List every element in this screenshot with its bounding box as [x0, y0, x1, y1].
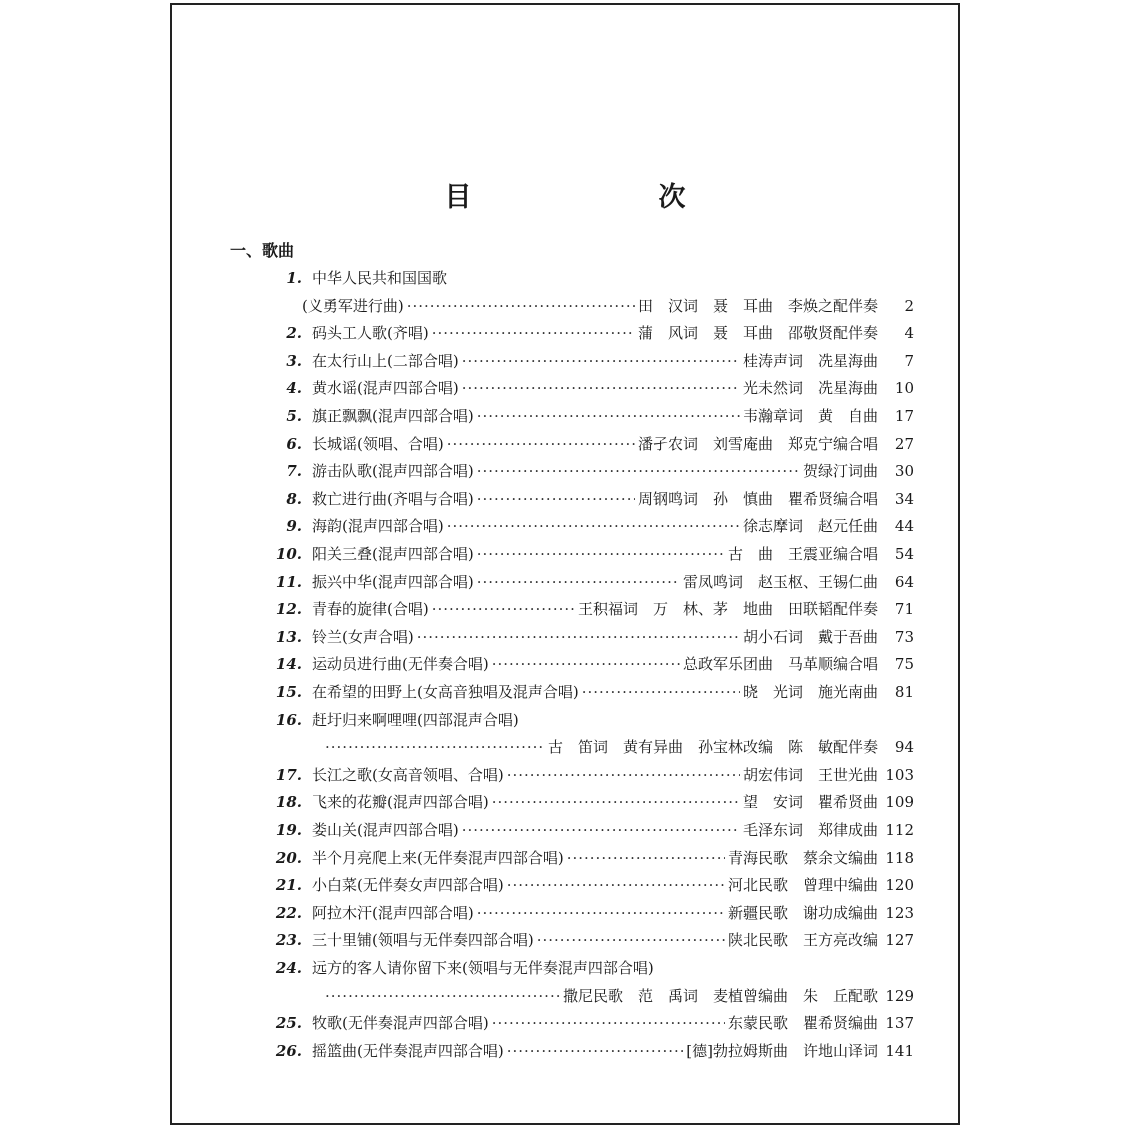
entry-number: 24. — [275, 959, 302, 977]
entry-number: 19. — [275, 821, 302, 839]
entry-number: 25. — [275, 1014, 302, 1033]
entry-page-number: 127 — [885, 931, 914, 950]
dot-leader — [432, 324, 635, 342]
entry-number: 3. — [286, 351, 302, 370]
dot-leader — [582, 683, 740, 701]
toc-entry — [262, 433, 914, 455]
dot-leader — [462, 821, 740, 839]
entry-credit: 陕北民歌 王方亮改编 — [727, 931, 878, 950]
dot-leader — [537, 931, 725, 949]
entry-title: 长江之歌(女高音领唱、合唱) — [312, 765, 504, 784]
toc-entry — [262, 1040, 914, 1062]
entry-page-number: 103 — [885, 765, 914, 784]
dot-leader — [462, 352, 740, 370]
entry-page-number: 30 — [894, 462, 914, 481]
entry-number: 12. — [275, 600, 302, 619]
entry-title: 运动员进行曲(无伴奏合唱) — [312, 655, 489, 674]
entry-page-number: 7 — [904, 351, 914, 370]
entry-credit: 总政军乐团曲 马革顺编合唱 — [682, 655, 878, 674]
dot-leader — [447, 517, 740, 535]
entry-page-number: 4 — [904, 324, 914, 343]
dot-leader — [477, 407, 740, 425]
section-heading: 一、歌曲 — [230, 241, 295, 260]
dot-leader — [407, 297, 635, 315]
toc-entry — [262, 929, 914, 951]
toc-entry — [262, 350, 914, 372]
entry-number: 13. — [275, 627, 302, 646]
dot-leader — [492, 1014, 725, 1032]
dot-leader — [477, 545, 725, 563]
entry-page-number: 2 — [904, 296, 914, 315]
entry-title: 赶圩归来啊哩哩(四部混声合唱) — [312, 710, 519, 729]
dot-leader — [492, 793, 740, 811]
entry-title: 远方的客人请你留下来(领唱与无伴奏混声四部合唱) — [312, 959, 654, 977]
entry-credit: 雷凤鸣词 赵玉枢、王锡仁曲 — [682, 572, 878, 591]
entry-number: 5. — [286, 407, 302, 425]
entry-title: 在太行山上(二部合唱) — [312, 351, 459, 370]
entry-number: 6. — [286, 434, 302, 453]
entry-page-number: 10 — [894, 379, 914, 398]
entry-number: 15. — [275, 683, 302, 701]
entry-page-number: 109 — [885, 793, 914, 812]
entry-title: 海韵(混声四部合唱) — [312, 517, 444, 536]
entry-number: 4. — [286, 379, 302, 398]
dot-leader — [507, 1042, 684, 1060]
entry-title: 黄水谣(混声四部合唱) — [312, 379, 459, 398]
entry-title: 摇篮曲(无伴奏混声四部合唱) — [312, 1041, 504, 1060]
entry-page-number: 17 — [894, 407, 914, 425]
toc-entry — [262, 1012, 914, 1034]
entry-page-number: 94 — [894, 738, 914, 757]
entry-credit: [德]勃拉姆斯曲 许地山译词 — [686, 1041, 878, 1060]
entry-number: 9. — [286, 517, 302, 536]
entry-page-number: 123 — [885, 903, 914, 922]
entry-credit: 望 安词 瞿希贤曲 — [742, 793, 878, 812]
entry-title: 飞来的花瓣(混声四部合唱) — [312, 793, 489, 812]
entry-credit: 毛泽东词 郑律成曲 — [742, 821, 878, 839]
entry-title: 码头工人歌(齐唱) — [312, 324, 429, 343]
entry-title: 在希望的田野上(女高音独唱及混声合唱) — [312, 683, 579, 701]
dot-leader — [507, 766, 740, 784]
entry-number: 20. — [275, 848, 302, 867]
entry-number: 1. — [286, 269, 302, 287]
entry-title: 中华人民共和国国歌 — [312, 269, 448, 287]
entry-page-number: 54 — [894, 545, 914, 563]
entry-title: 青春的旋律(合唱) — [312, 600, 429, 619]
entry-page-number: 137 — [885, 1014, 914, 1033]
entry-page-number: 27 — [894, 434, 914, 453]
entry-number: 10. — [275, 545, 302, 563]
entry-page-number: 64 — [894, 572, 914, 591]
entry-page-number: 81 — [894, 683, 914, 701]
entry-credit: 周钢鸣词 孙 慎曲 瞿希贤编合唱 — [637, 489, 878, 508]
entry-credit: 王积福词 万 林、茅 地曲 田联韬配伴奏 — [577, 600, 878, 619]
dot-leader — [492, 655, 680, 673]
toc-entry — [262, 764, 914, 786]
entry-number: 2. — [286, 324, 302, 343]
toc-entry — [262, 598, 914, 620]
toc-entry — [262, 571, 914, 593]
toc-entry — [262, 488, 914, 510]
toc-entry — [262, 543, 914, 565]
entry-title: 半个月亮爬上来(无伴奏混声四部合唱) — [312, 848, 564, 867]
dot-leader — [325, 987, 560, 1005]
entry-page-number: 112 — [885, 821, 914, 839]
entry-credit: 光未然词 冼星海曲 — [742, 379, 878, 398]
entry-credit: 胡宏伟词 王世光曲 — [742, 765, 878, 784]
entry-number: 11. — [275, 572, 302, 591]
toc-entry — [262, 847, 914, 869]
entry-page-number: 120 — [885, 876, 914, 895]
document-page — [170, 3, 960, 1125]
entry-page-number: 75 — [894, 655, 914, 674]
entry-page-number: 44 — [894, 517, 914, 536]
entry-number: 7. — [286, 462, 302, 481]
entry-credit: 田 汉词 聂 耳曲 李焕之配伴奏 — [637, 296, 878, 315]
entry-credit: 新疆民歌 谢功成编曲 — [727, 903, 878, 922]
entry-credit: 胡小石词 戴于吾曲 — [742, 627, 878, 646]
dot-leader — [477, 462, 800, 480]
entry-title: 振兴中华(混声四部合唱) — [312, 572, 474, 591]
entry-number: 14. — [275, 655, 302, 674]
entry-credit: 潘孑农词 刘雪庵曲 郑克宁编合唱 — [637, 434, 878, 453]
entry-credit: 古 笛词 黄有异曲 孙宝林改编 陈 敏配伴奏 — [547, 738, 878, 757]
entry-credit: 青海民歌 蔡余文编曲 — [727, 848, 878, 867]
entry-number: 18. — [275, 793, 302, 812]
entry-title: 牧歌(无伴奏混声四部合唱) — [312, 1014, 489, 1033]
toc-entry — [262, 515, 914, 537]
entry-credit: 韦瀚章词 黄 自曲 — [742, 407, 878, 425]
entry-number: 8. — [286, 489, 302, 508]
entry-page-number: 73 — [894, 627, 914, 646]
dot-leader — [325, 738, 545, 756]
dot-leader — [477, 573, 680, 591]
entry-page-number: 118 — [885, 848, 914, 867]
entry-title: 娄山关(混声四部合唱) — [312, 821, 459, 839]
entry-title: 旗正飘飘(混声四部合唱) — [312, 407, 474, 425]
entry-number: 21. — [275, 876, 302, 895]
entry-credit: 河北民歌 曾理中编曲 — [727, 876, 878, 895]
dot-leader — [477, 904, 725, 922]
toc-entry — [262, 957, 914, 979]
entry-number: 23. — [275, 931, 302, 950]
entry-title: (义勇军进行曲) — [302, 296, 404, 315]
dot-leader — [462, 379, 740, 397]
entry-credit: 贺绿汀词曲 — [802, 462, 878, 481]
dot-leader — [477, 490, 635, 508]
toc-entry — [322, 736, 914, 758]
toc-list — [172, 5, 958, 1123]
entry-page-number: 129 — [885, 986, 914, 1005]
entry-page-number: 34 — [894, 489, 914, 508]
toc-entry — [262, 709, 914, 731]
entry-title: 小白菜(无伴奏女声四部合唱) — [312, 876, 504, 895]
entry-title: 阳关三叠(混声四部合唱) — [312, 545, 474, 563]
entry-number: 22. — [275, 903, 302, 922]
entry-page-number: 141 — [885, 1041, 914, 1060]
toc-entry — [262, 626, 914, 648]
entry-title: 阿拉木汗(混声四部合唱) — [312, 903, 474, 922]
page-title: 目 次 — [444, 182, 766, 213]
dot-leader — [567, 849, 725, 867]
entry-credit: 蒲 风词 聂 耳曲 邵敬贤配伴奏 — [637, 324, 878, 343]
toc-entry — [302, 295, 914, 317]
toc-entry — [262, 681, 914, 703]
dot-leader — [432, 600, 575, 618]
entry-title: 长城谣(领唱、合唱) — [312, 434, 444, 453]
entry-credit: 桂涛声词 冼星海曲 — [742, 351, 878, 370]
entry-credit: 晓 光词 施光南曲 — [742, 683, 878, 701]
entry-credit: 撒尼民歌 范 禹词 麦植曾编曲 朱 丘配歌 — [562, 986, 878, 1005]
toc-entry — [262, 322, 914, 344]
entry-title: 三十里铺(领唱与无伴奏四部合唱) — [312, 931, 534, 950]
entry-number: 17. — [275, 765, 302, 784]
toc-entry — [262, 819, 914, 841]
entry-credit: 徐志摩词 赵元任曲 — [742, 517, 878, 536]
dot-leader — [507, 876, 725, 894]
dot-leader — [417, 628, 740, 646]
toc-entry — [262, 902, 914, 924]
entry-page-number: 71 — [894, 600, 914, 619]
entry-title: 铃兰(女声合唱) — [312, 627, 414, 646]
toc-entry — [262, 377, 914, 399]
entry-number: 16. — [275, 710, 302, 729]
toc-entry — [262, 653, 914, 675]
entry-number: 26. — [275, 1041, 302, 1060]
entry-title: 救亡进行曲(齐唱与合唱) — [312, 489, 474, 508]
toc-entry — [262, 267, 914, 289]
toc-entry — [322, 985, 914, 1007]
dot-leader — [447, 435, 635, 453]
entry-credit: 古 曲 王震亚编合唱 — [727, 545, 878, 563]
entry-title: 游击队歌(混声四部合唱) — [312, 462, 474, 481]
toc-entry — [262, 874, 914, 896]
entry-credit: 东蒙民歌 瞿希贤编曲 — [727, 1014, 878, 1033]
toc-entry — [262, 405, 914, 427]
toc-entry — [262, 460, 914, 482]
toc-entry — [262, 791, 914, 813]
